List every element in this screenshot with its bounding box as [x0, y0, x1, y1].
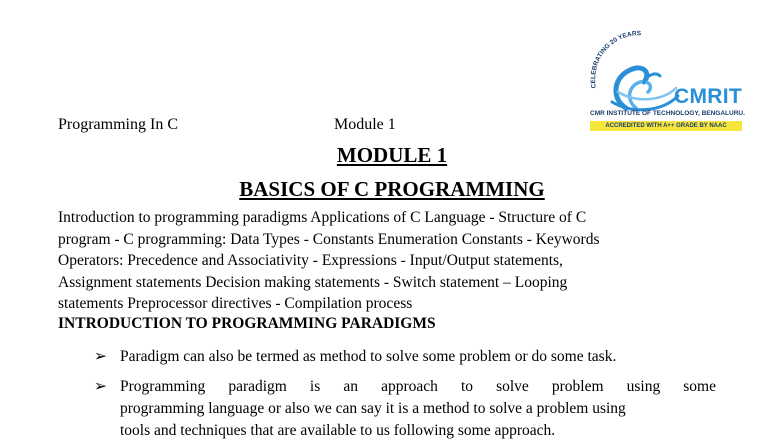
bullet-line: Paradigm can also be termed as method to solve some problem or do some task.	[120, 348, 617, 365]
arrow-bullet-icon: ➢	[94, 348, 107, 365]
page-title: MODULE 1	[336, 143, 448, 167]
list-item	[94, 346, 716, 368]
bullet-line: programming language or also we can say it is a method to solve a problem using	[120, 400, 626, 417]
logo-ring-text: CELEBRATING 20 YEARS	[590, 30, 642, 89]
arrow-bullet-icon: ➢	[94, 378, 107, 395]
intro-line: program - C programming: Data Types - Constants Enumeration Constants - Keywords	[58, 230, 600, 248]
page-subtitle: BASICS OF C PROGRAMMING	[239, 177, 545, 201]
logo-accreditation-badge: ACCREDITED WITH A++ GRADE BY NAAC	[590, 121, 742, 131]
intro-line: statements Preprocessor directives - Compilation process	[58, 295, 413, 312]
intro-line: Operators: Precedence and Associativity - Expressions - Input/Output statements,	[58, 252, 563, 269]
logo-brand-text: CMRIT	[674, 85, 742, 108]
bullet-line: Programming paradigm is an approach to solve problem using some	[120, 378, 716, 395]
list-item	[94, 376, 716, 442]
intro-line: Assignment statements Decision making statements - Switch statement – Looping	[58, 273, 568, 291]
section-heading: INTRODUCTION TO PROGRAMMING PARADIGMS	[58, 315, 436, 332]
header-module: Module 1	[334, 116, 396, 133]
header-course: Programming In C	[58, 116, 178, 133]
bullet-line: tools and techniques that are available to us following some approach.	[120, 422, 556, 439]
logo-institute-name: CMR INSTITUTE OF TECHNOLOGY, BENGALURU.	[590, 110, 745, 117]
syllabus-intro	[58, 207, 748, 315]
cmrit-logo	[582, 30, 745, 134]
intro-line: Introduction to programming paradigms Applications of C Language - Structure of C	[58, 209, 587, 226]
swan-emblem-icon	[582, 30, 745, 134]
